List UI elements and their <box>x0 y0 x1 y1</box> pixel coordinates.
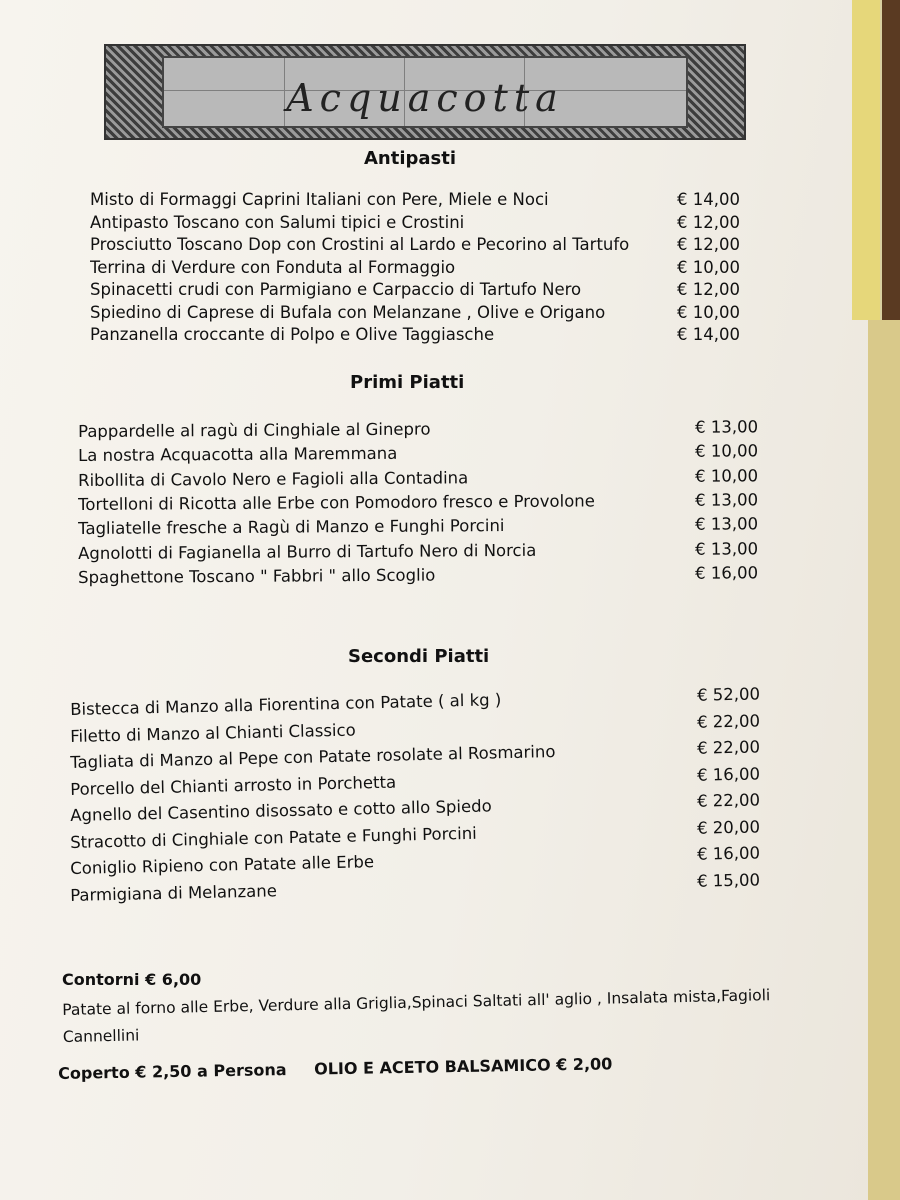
menu-item-name: Tagliata di Manzo al Pepe con Patate rosolate al Rosmarino <box>70 741 556 772</box>
section-title-antipasti: Antipasti <box>364 148 457 169</box>
menu-item-name: Antipasto Toscano con Salumi tipici e Crostini <box>90 212 465 232</box>
menu-item <box>90 190 740 209</box>
menu-item-price: € 22,00 <box>696 737 761 758</box>
contorni-title: Contorni € 6,00 <box>62 970 202 989</box>
menu-item-price: € 22,00 <box>696 710 761 732</box>
menu-item-price: € 14,00 <box>677 325 740 344</box>
menu-item-name: Misto di Formaggi Caprini Italiani con Pere, Miele e Noci <box>90 190 549 209</box>
menu-item <box>78 539 758 563</box>
menu-item <box>90 258 740 277</box>
menu-item-price: € 10,00 <box>695 465 759 486</box>
menu-item-name: Tagliatelle fresche a Ragù di Manzo e Funghi Porcini <box>78 516 505 539</box>
menu-item-price: € 12,00 <box>677 280 740 299</box>
table-surface <box>868 320 900 1200</box>
restaurant-name: Acquacotta <box>286 76 564 120</box>
olio-text: OLIO E ACETO BALSAMICO € 2,00 <box>313 1054 613 1079</box>
menu-item-price: € 13,00 <box>695 490 759 510</box>
menu-item-price: € 14,00 <box>677 190 740 209</box>
menu-item-price: € 16,00 <box>696 843 761 864</box>
menu-item-price: € 22,00 <box>696 790 761 811</box>
menu-item-price: € 16,00 <box>696 763 761 785</box>
menu-item-name: Pappardelle al ragù di Cinghiale al Ginepro <box>78 419 431 441</box>
menu-item-name: Filetto di Manzo al Chianti Classico <box>70 720 356 746</box>
menu-item-name: Panzanella croccante di Polpo e Olive Taggiasche <box>90 325 495 344</box>
contorni-text: Patate al forno alle Erbe, Verdure alla Griglia,Spinaci Saltati all' aglio , Insalata mista,Fagioli Cannellini <box>62 986 771 1046</box>
section-title-secondi: Secondi Piatti <box>348 646 490 667</box>
menu-item-name: Parmigiana di Melanzane <box>70 880 278 905</box>
menu-item <box>90 213 740 232</box>
menu-item-price: € 12,00 <box>677 212 740 232</box>
menu-item <box>90 280 740 299</box>
menu-item-name: Coniglio Ripieno con Patate alle Erbe <box>70 852 375 878</box>
menu-item-name: Stracotto di Cinghiale con Patate e Funghi Porcini <box>70 823 477 852</box>
menu-item-price: € 10,00 <box>695 441 759 461</box>
coperto-text: Coperto € 2,50 a Persona <box>58 1060 287 1083</box>
section-title-primi: Primi Piatti <box>350 372 465 393</box>
menu-item <box>90 235 740 254</box>
menu-item <box>90 303 740 322</box>
menu-item-name: Terrina di Verdure con Fonduta al Formaggio <box>90 257 456 277</box>
menu-item-name: Bistecca di Manzo alla Fiorentina con Patate ( al kg ) <box>70 690 502 719</box>
header-banner <box>104 44 746 140</box>
menu-item-price: € 10,00 <box>677 302 740 322</box>
menu-item <box>90 325 740 344</box>
menu-item-price: € 52,00 <box>696 684 761 705</box>
menu-item-name: La nostra Acquacotta alla Maremmana <box>78 444 398 466</box>
menu-item-price: € 10,00 <box>677 257 740 277</box>
banner-frame <box>162 56 688 128</box>
paper-edge <box>852 0 880 320</box>
menu-item-price: € 20,00 <box>696 816 761 838</box>
menu-item-price: € 12,00 <box>677 235 740 254</box>
menu-item-name: Agnolotti di Fagianella al Burro di Tartufo Nero di Norcia <box>78 540 537 563</box>
menu-item-price: € 15,00 <box>696 869 761 891</box>
menu-item-price: € 13,00 <box>695 538 759 559</box>
menu-item-name: Spinacetti crudi con Parmigiano e Carpaccio di Tartufo Nero <box>90 280 582 299</box>
menu-item-name: Porcello del Chianti arrosto in Porchetta <box>70 772 397 799</box>
menu-item-name: Ribollita di Cavolo Nero e Fagioli alla Contadina <box>78 467 469 490</box>
menu-item-name: Agnello del Casentino disossato e cotto allo Spiedo <box>70 796 492 825</box>
menu-item-name: Spaghettone Toscano " Fabbri " allo Scoglio <box>78 565 436 587</box>
menu-item-name: Prosciutto Toscano Dop con Crostini al Lardo e Pecorino al Tartufo <box>90 235 630 254</box>
menu-item-price: € 16,00 <box>695 563 759 583</box>
menu-item-price: € 13,00 <box>695 417 759 437</box>
menu-item-name: Tortelloni di Ricotta alle Erbe con Pomodoro fresco e Provolone <box>78 491 595 514</box>
menu-item-price: € 13,00 <box>695 514 759 534</box>
menu-item-name: Spiedino di Caprese di Bufala con Melanzane , Olive e Origano <box>90 302 606 322</box>
